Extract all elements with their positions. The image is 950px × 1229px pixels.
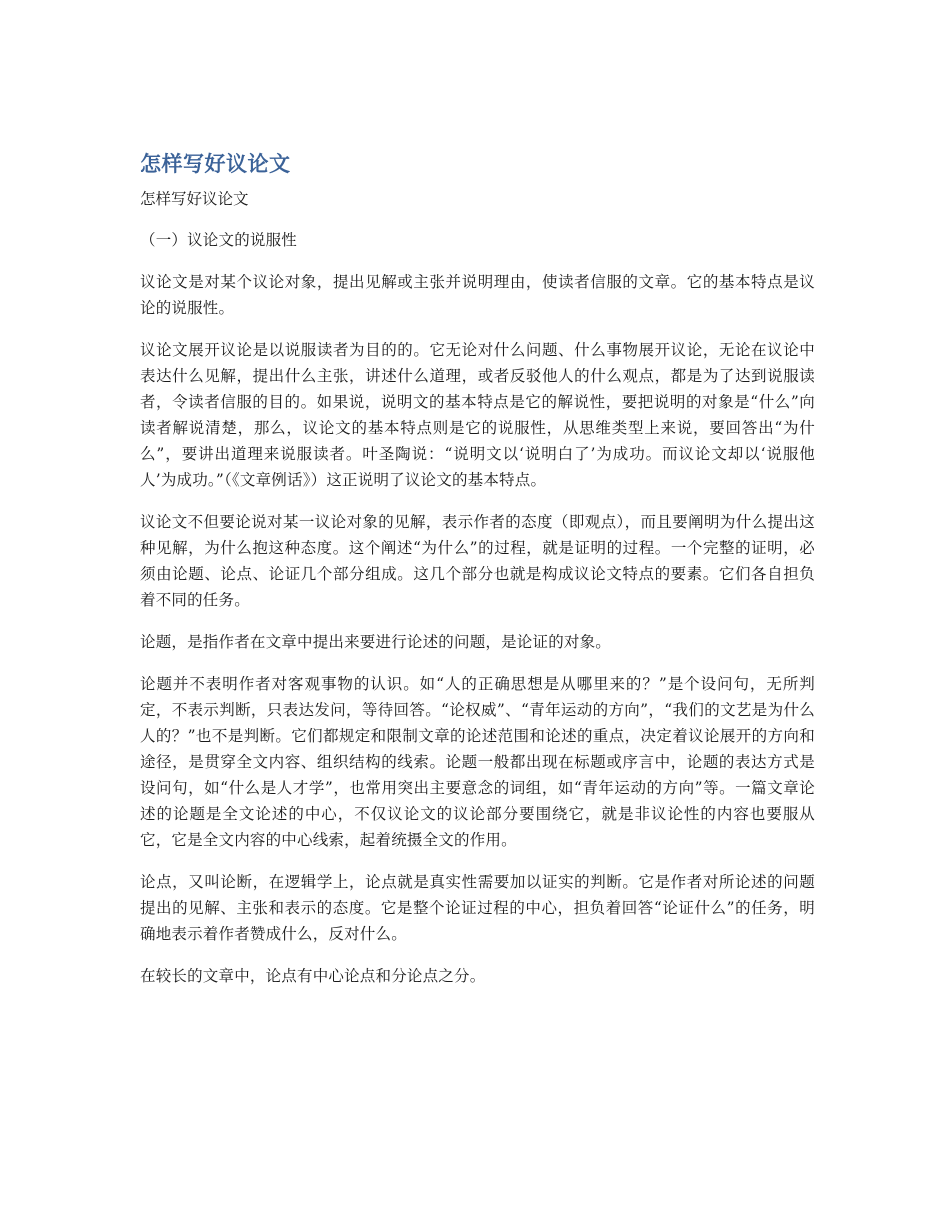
document-subtitle: 怎样写好议论文	[140, 190, 249, 208]
paragraph: 论题并不表明作者对客观事物的认识。如“人的正确思想是从哪里来的？”是个设问句，无所判定，不表示判断，只表达发问，等待回答。“论权威”、“青年运动的方向”，“我们的文艺是为什么人的？”也不是判断。它们都规定和限制文章的论述范围和论述的重点，决定着议论展开的方向和途径，是贯穿全文内容、组织结构的线索。论题一般都出现在标题或序言中，论题的表达方式是设问句，如“什么是人才学”，也常用突出主要意念的词组，如“青年运动的方向”等。一篇文章论述的论题是全文论述的中心，不仅议论文的议论部分要围绕它，就是非议论性的内容也要服从它，它是全文内容的中心线索，起着统摄全文的作用。	[140, 675, 815, 849]
paragraph: 议论文展开议论是以说服读者为目的的。它无论对什么问题、什么事物展开议论，无论在议论中表达什么见解，提出什么主张，讲述什么道理，或者反驳他人的什么观点，都是为了达到说服读者，令读者信服的目的。如果说，说明文的基本特点是它的解说性，要把说明的对象是“什么”向读者解说清楚，那么，议论文的基本特点则是它的说服性，从思维类型上来说，要回答出“为什么”，要讲出道理来说服读者。叶圣陶说：“说明文以‘说明白了’为成功。而议论文却以‘说服他人’为成功。”（《文章例话》）这正说明了议论文的基本特点。	[140, 341, 815, 489]
paragraph: 议论文是对某个议论对象，提出见解或主张并说明理由，使读者信服的文章。它的基本特点是议论的说服性。	[140, 273, 815, 317]
paragraph: 论题，是指作者在文章中提出来要进行论述的问题，是论证的对象。	[140, 633, 612, 651]
document-title: 怎样写好议论文	[140, 152, 291, 176]
section-heading: （一）议论文的说服性	[140, 231, 298, 249]
paragraph: 在较长的文章中，论点有中心论点和分论点之分。	[140, 967, 486, 985]
paragraph: 论点，又叫论断，在逻辑学上，论点就是真实性需要加以证实的判断。它是作者对所论述的问题提出的见解、主张和表示的态度。它是整个论证过程的中心，担负着回答“论证什么”的任务，明确地表示着作者赞成什么，反对什么。	[140, 873, 815, 943]
paragraph: 议论文不但要论说对某一议论对象的见解，表示作者的态度（即观点），而且要阐明为什么提出这种见解，为什么抱这种态度。这个阐述“为什么”的过程，就是证明的过程。一个完整的证明，必须由论题、论点、论证几个部分组成。这几个部分也就是构成议论文特点的要素。它们各自担负着不同的任务。	[140, 513, 815, 609]
document-body	[140, 150, 815, 1005]
